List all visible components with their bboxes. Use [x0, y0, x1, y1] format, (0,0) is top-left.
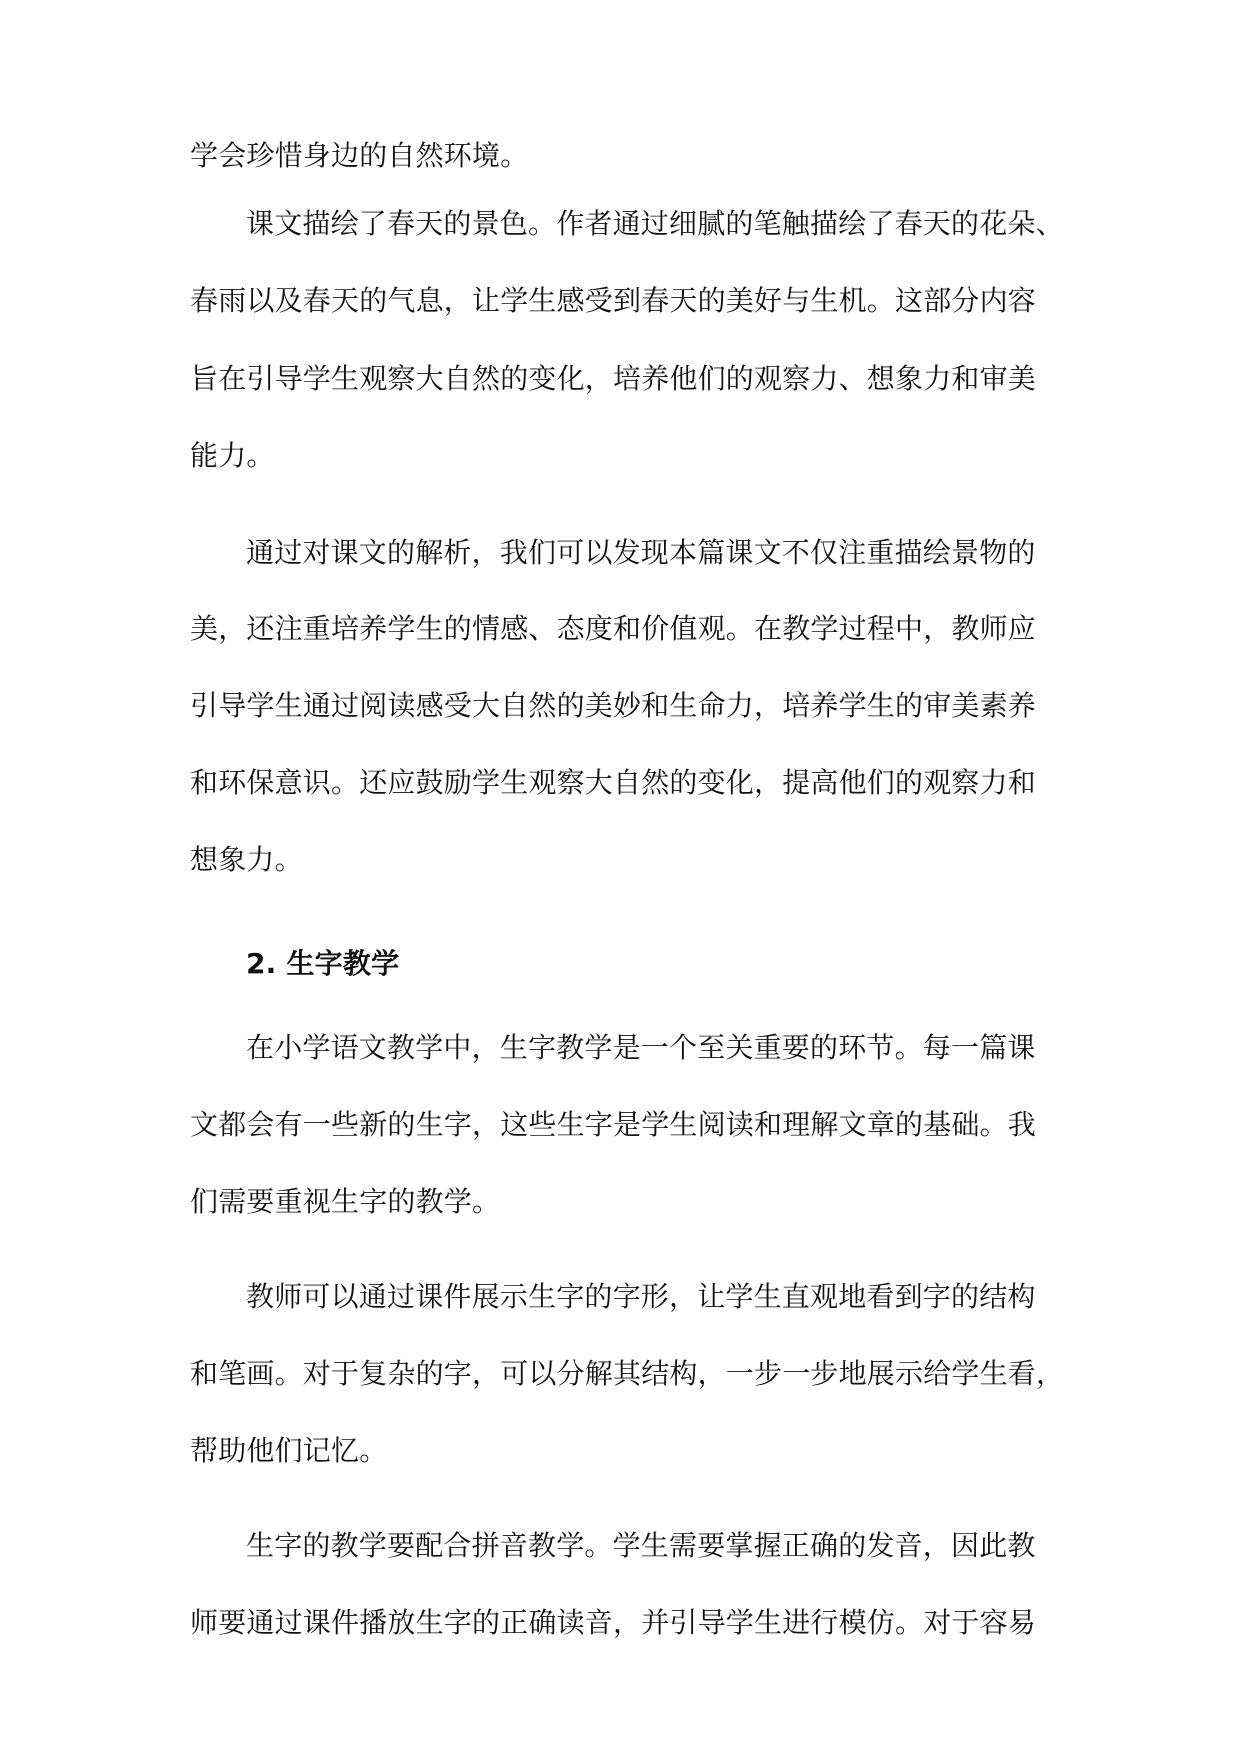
- section-heading: 2. 生字教学: [246, 947, 400, 980]
- paragraph-line: 生字的教学要配合拼音教学。学生需要掌握正确的发音，因此教: [246, 1529, 1036, 1562]
- paragraph-line: 学会珍惜身边的自然环境。: [190, 139, 529, 172]
- paragraph-line: 帮助他们记忆。: [190, 1434, 388, 1467]
- paragraph-line: 课文描绘了春天的景色。作者通过细腻的笔触描绘了春天的花朵、: [246, 207, 1064, 240]
- paragraph-line: 教师可以通过课件展示生字的字形，让学生直观地看到字的结构: [246, 1280, 1036, 1313]
- paragraph-line: 通过对课文的解析，我们可以发现本篇课文不仅注重描绘景物的: [246, 536, 1036, 569]
- paragraph-line: 在小学语文教学中，生字教学是一个至关重要的环节。每一篇课: [246, 1031, 1036, 1064]
- paragraph-line: 春雨以及春天的气息，让学生感受到春天的美好与生机。这部分内容: [190, 284, 1037, 317]
- paragraph-line: 引导学生通过阅读感受大自然的美妙和生命力，培养学生的审美素养: [190, 689, 1037, 722]
- paragraph-line: 美，还注重培养学生的情感、态度和价值观。在教学过程中，教师应: [190, 612, 1037, 645]
- paragraph-line: 能力。: [190, 439, 275, 472]
- paragraph-line: 旨在引导学生观察大自然的变化，培养他们的观察力、想象力和审美: [190, 362, 1037, 395]
- paragraph-line: 想象力。: [190, 843, 303, 876]
- paragraph-line: 文都会有一些新的生字，这些生字是学生阅读和理解文章的基础。我: [190, 1108, 1037, 1141]
- paragraph-line: 师要通过课件播放生字的正确读音，并引导学生进行模仿。对于容易: [190, 1606, 1037, 1639]
- paragraph-line: 和笔画。对于复杂的字，可以分解其结构，一步一步地展示给学生看，: [190, 1357, 1065, 1390]
- paragraph-line: 们需要重视生字的教学。: [190, 1185, 501, 1218]
- paragraph-line: 和环保意识。还应鼓励学生观察大自然的变化，提高他们的观察力和: [190, 766, 1037, 799]
